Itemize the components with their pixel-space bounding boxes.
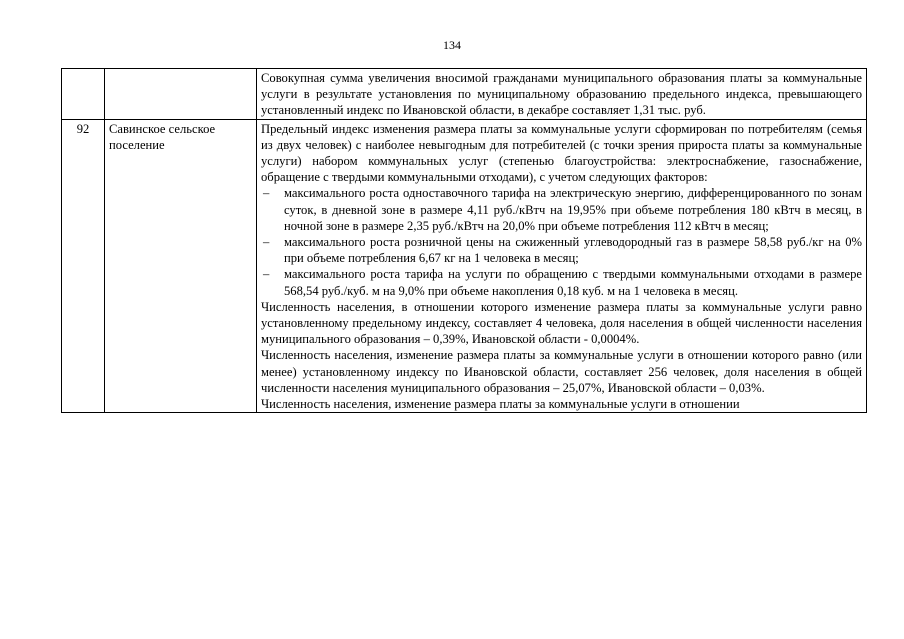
table-row xyxy=(62,69,867,120)
dash-bullet-icon: – xyxy=(263,186,270,201)
population-paragraph: Численность населения, в отношении которого изменение размера платы за коммунальные услуги равно установленному предельному индексу, составляет 4 человека, доля населения в общей численности населения муниципального образования – 0,39%, Ивановской области - 0,0004%. xyxy=(261,299,862,347)
factor-item xyxy=(261,185,862,234)
factor-item xyxy=(261,266,862,298)
continued-paragraph-text: Численность населения, изменение размера платы за коммунальные услуги в отношении xyxy=(261,397,740,412)
factor-text: максимального роста розничной цены на сжиженный углеводородный газ в размере 58,58 руб./кг на 0% при объеме потребления 6,67 кг на 1 человека в месяц; xyxy=(284,235,862,266)
population-paragraph: Численность населения, изменение размера платы за коммунальные услуги в отношении которого равно (или менее) установленному индексу по Ивановской области, составляет 256 человек, доля населения в общей численности населения муниципального образования – 25,07%, Ивановской области – 0,03%. xyxy=(261,348,862,395)
intro-paragraph: Предельный индекс изменения размера платы за коммунальные услуги сформирован по потребителям (семья из двух человек) с наиболее невыгодным для потребителей (с точки зрения прироста платы за коммунальные услуги) набором коммунальных услуг (степенью благоустройства: электроснабжение, газоснабжение, обращение с твердыми коммунальными отходами), с учетом следующих факторов: xyxy=(261,121,862,185)
factor-text: максимального роста тарифа на услуги по обращению с твердыми коммунальными отходами в размере 568,54 руб./куб. м на 9,0% при объеме накопления 0,18 куб. м на 1 человека в месяц. xyxy=(284,267,862,298)
municipality-name-cell xyxy=(105,69,257,120)
row-content-cell xyxy=(257,119,867,412)
page-number: 134 xyxy=(443,38,461,52)
tariff-table xyxy=(61,68,867,413)
table-row xyxy=(62,119,867,412)
continued-paragraph xyxy=(261,396,862,412)
dash-bullet-icon: – xyxy=(263,235,270,250)
row-number-cell xyxy=(62,69,105,120)
municipality-name-cell: Савинское сельское поселение xyxy=(105,119,257,412)
row-number-cell: 92 xyxy=(62,119,105,412)
factor-text: максимального роста одноставочного тарифа на электрическую энергию, дифференцированного по зонам суток, в дневной зоне в размере 4,11 руб./кВтч на 19,95% при объеме потребления 180 кВтч в месяц, в ночной зоне в размере 2,35 руб./кВтч на 20,0% при объеме потребления 112 кВтч в месяц; xyxy=(284,186,862,233)
factor-item xyxy=(261,234,862,266)
row-content-cell xyxy=(257,69,867,120)
dash-bullet-icon: – xyxy=(263,267,270,282)
summary-paragraph: Совокупная сумма увеличения вносимой гражданами муниципального образования платы за коммунальные услуги в результате установления по муниципальному образованию предельного индекса, превышающего установленный индекс по Ивановской области, в декабре составляет 1,31 тыс. руб. xyxy=(261,71,862,118)
factor-list xyxy=(261,185,862,298)
